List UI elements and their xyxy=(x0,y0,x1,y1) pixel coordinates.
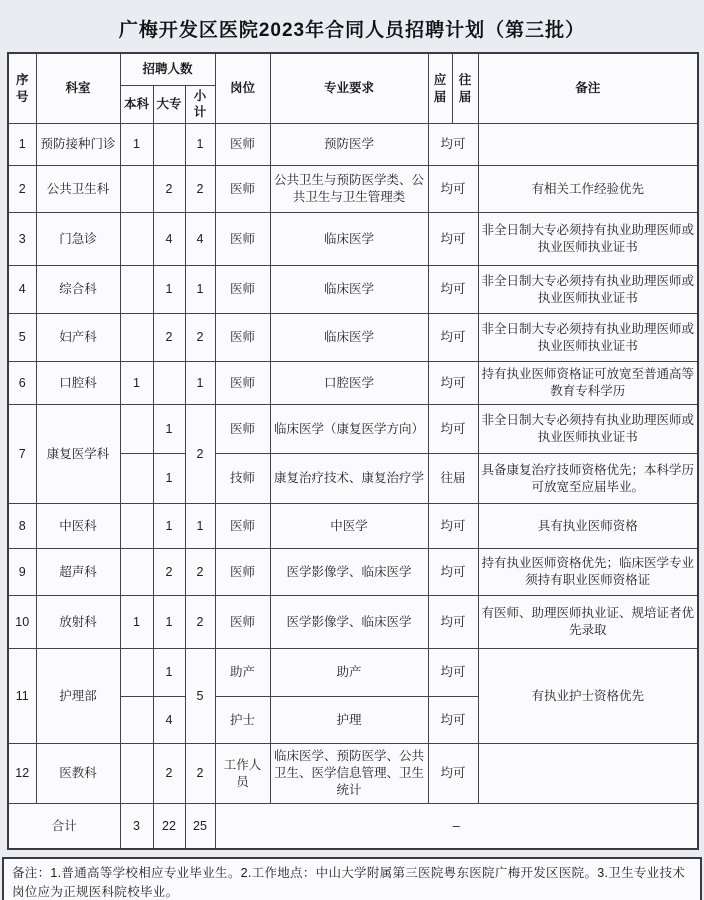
cell-remark: 有相关工作经验优先 xyxy=(478,166,698,213)
cell-benke: 1 xyxy=(120,362,153,405)
cell-dept: 中医科 xyxy=(36,504,120,549)
cell-xiaoji: 5 xyxy=(185,649,215,744)
cell-remark: 非全日制大专必须持有执业助理医师或执业医师执业证书 xyxy=(478,405,698,454)
cell-eligibility: 均可 xyxy=(428,504,478,549)
cell-dazhuan: 2 xyxy=(153,166,185,213)
cell-dept: 护理部 xyxy=(36,649,120,744)
cell-benke xyxy=(120,405,153,454)
page-title: 广梅开发区医院2023年合同人员招聘计划（第三批） xyxy=(118,20,586,41)
table-row xyxy=(8,124,698,166)
cell-eligibility: 均可 xyxy=(428,744,478,804)
cell-no: 8 xyxy=(8,504,36,549)
cell-dept: 口腔科 xyxy=(36,362,120,405)
cell-remark: 有医师、助理医师执业证、规培证者优先录取 xyxy=(478,596,698,649)
cell-dept: 妇产科 xyxy=(36,314,120,362)
cell-major: 助产 xyxy=(270,649,428,697)
cell-xiaoji: 2 xyxy=(185,166,215,213)
cell-dept: 门急诊 xyxy=(36,213,120,266)
cell-no: 4 xyxy=(8,266,36,314)
cell-major: 预防医学 xyxy=(270,124,428,166)
header-row-1 xyxy=(8,53,698,85)
cell-remark xyxy=(478,744,698,804)
cell-benke: 1 xyxy=(120,596,153,649)
cell-xiaoji: 2 xyxy=(185,405,215,504)
total-dazhuan: 22 xyxy=(153,804,185,849)
cell-post: 医师 xyxy=(215,362,270,405)
cell-eligibility: 均可 xyxy=(428,166,478,213)
header-zhuanye-yaoqiu: 专业要求 xyxy=(270,53,428,124)
table-row xyxy=(8,166,698,213)
header-dazhuan: 大专 xyxy=(153,85,185,124)
cell-dept: 综合科 xyxy=(36,266,120,314)
cell-benke xyxy=(120,697,153,744)
cell-benke xyxy=(120,649,153,697)
cell-post: 医师 xyxy=(215,166,270,213)
cell-xiaoji: 2 xyxy=(185,549,215,596)
table-row xyxy=(8,314,698,362)
total-rest: – xyxy=(215,804,698,849)
total-benke: 3 xyxy=(120,804,153,849)
cell-no: 5 xyxy=(8,314,36,362)
cell-benke xyxy=(120,504,153,549)
cell-xiaoji: 2 xyxy=(185,744,215,804)
cell-major: 临床医学、预防医学、公共卫生、医学信息管理、卫生统计 xyxy=(270,744,428,804)
cell-dazhuan: 4 xyxy=(153,213,185,266)
cell-no: 11 xyxy=(8,649,36,744)
header-xiaoji: 小计 xyxy=(185,85,215,124)
cell-dept: 预防接种门诊 xyxy=(36,124,120,166)
cell-dazhuan: 2 xyxy=(153,549,185,596)
cell-no: 9 xyxy=(8,549,36,596)
cell-no: 3 xyxy=(8,213,36,266)
cell-remark: 具有执业医师资格 xyxy=(478,504,698,549)
cell-benke: 1 xyxy=(120,124,153,166)
cell-dazhuan xyxy=(153,362,185,405)
table-row xyxy=(8,596,698,649)
cell-benke xyxy=(120,454,153,504)
recruitment-table xyxy=(7,52,699,850)
header-keshi: 科室 xyxy=(36,53,120,124)
cell-benke xyxy=(120,166,153,213)
table-row xyxy=(8,549,698,596)
cell-major: 临床医学（康复医学方向） xyxy=(270,405,428,454)
cell-post: 技师 xyxy=(215,454,270,504)
cell-dazhuan: 1 xyxy=(153,405,185,454)
cell-major: 护理 xyxy=(270,697,428,744)
cell-dazhuan: 1 xyxy=(153,266,185,314)
cell-benke xyxy=(120,744,153,804)
header-gangwei: 岗位 xyxy=(215,53,270,124)
cell-benke xyxy=(120,266,153,314)
cell-dazhuan: 1 xyxy=(153,454,185,504)
cell-no: 10 xyxy=(8,596,36,649)
cell-eligibility: 均可 xyxy=(428,549,478,596)
cell-major: 医学影像学、临床医学 xyxy=(270,549,428,596)
cell-benke xyxy=(120,314,153,362)
header-yingjie: 应届 xyxy=(428,53,452,124)
cell-post: 医师 xyxy=(215,405,270,454)
cell-post: 医师 xyxy=(215,124,270,166)
cell-post: 医师 xyxy=(215,549,270,596)
cell-dazhuan: 1 xyxy=(153,504,185,549)
cell-post: 工作人员 xyxy=(215,744,270,804)
table-row xyxy=(8,405,698,454)
cell-dazhuan xyxy=(153,124,185,166)
cell-eligibility: 均可 xyxy=(428,266,478,314)
cell-dazhuan: 2 xyxy=(153,314,185,362)
cell-benke xyxy=(120,213,153,266)
cell-benke xyxy=(120,549,153,596)
cell-post: 医师 xyxy=(215,266,270,314)
cell-major: 医学影像学、临床医学 xyxy=(270,596,428,649)
table-row xyxy=(8,744,698,804)
cell-dazhuan: 1 xyxy=(153,649,185,697)
cell-eligibility: 均可 xyxy=(428,362,478,405)
cell-major: 临床医学 xyxy=(270,314,428,362)
cell-post: 医师 xyxy=(215,596,270,649)
cell-no: 12 xyxy=(8,744,36,804)
total-row xyxy=(8,804,698,849)
table-row xyxy=(8,504,698,549)
total-xiaoji: 25 xyxy=(185,804,215,849)
table-row xyxy=(8,266,698,314)
cell-major: 中医学 xyxy=(270,504,428,549)
cell-dazhuan: 4 xyxy=(153,697,185,744)
cell-eligibility: 均可 xyxy=(428,697,478,744)
header-xuhao: 序号 xyxy=(8,53,36,124)
table-row xyxy=(8,362,698,405)
cell-eligibility: 均可 xyxy=(428,314,478,362)
cell-no: 6 xyxy=(8,362,36,405)
cell-eligibility: 均可 xyxy=(428,405,478,454)
cell-post: 助产 xyxy=(215,649,270,697)
table-row xyxy=(8,649,698,697)
cell-major: 临床医学 xyxy=(270,266,428,314)
cell-xiaoji: 4 xyxy=(185,213,215,266)
cell-dazhuan: 1 xyxy=(153,596,185,649)
cell-dept: 医教科 xyxy=(36,744,120,804)
cell-remark: 非全日制大专必须持有执业助理医师或执业医师执业证书 xyxy=(478,213,698,266)
cell-eligibility: 均可 xyxy=(428,649,478,697)
table-row xyxy=(8,213,698,266)
cell-remark xyxy=(478,124,698,166)
cell-remark: 非全日制大专必须持有执业助理医师或执业医师执业证书 xyxy=(478,266,698,314)
cell-major: 口腔医学 xyxy=(270,362,428,405)
cell-major: 公共卫生与预防医学类、公共卫生与卫生管理类 xyxy=(270,166,428,213)
cell-post: 护士 xyxy=(215,697,270,744)
cell-post: 医师 xyxy=(215,504,270,549)
header-beizhu: 备注 xyxy=(478,53,698,124)
cell-no: 7 xyxy=(8,405,36,504)
cell-eligibility: 均可 xyxy=(428,124,478,166)
cell-eligibility: 均可 xyxy=(428,213,478,266)
footnote: 备注：1.普通高等学校相应专业毕业生。2.工作地点：中山大学附属第三医院粤东医院广梅开发区医院。3.卫生专业技术岗位应为正规医科院校毕业。 xyxy=(2,857,702,900)
cell-remark: 非全日制大专必须持有执业助理医师或执业医师执业证书 xyxy=(478,314,698,362)
cell-remark: 持有执业医师资格优先；临床医学专业须持有职业医师资格证 xyxy=(478,549,698,596)
cell-remark: 持有执业医师资格证可放宽至普通高等教育专科学历 xyxy=(478,362,698,405)
cell-dept: 超声科 xyxy=(36,549,120,596)
cell-xiaoji: 1 xyxy=(185,504,215,549)
cell-eligibility: 均可 xyxy=(428,596,478,649)
cell-xiaoji: 1 xyxy=(185,124,215,166)
cell-no: 2 xyxy=(8,166,36,213)
cell-dept: 放射科 xyxy=(36,596,120,649)
cell-major: 临床医学 xyxy=(270,213,428,266)
cell-xiaoji: 1 xyxy=(185,266,215,314)
total-label: 合计 xyxy=(8,804,120,849)
cell-major: 康复治疗技术、康复治疗学 xyxy=(270,454,428,504)
cell-xiaoji: 2 xyxy=(185,596,215,649)
cell-remark: 有执业护士资格优先 xyxy=(478,649,698,744)
cell-post: 医师 xyxy=(215,314,270,362)
cell-dazhuan: 2 xyxy=(153,744,185,804)
cell-post: 医师 xyxy=(215,213,270,266)
cell-dept: 公共卫生科 xyxy=(36,166,120,213)
cell-remark: 具备康复治疗技师资格优先；本科学历可放宽至应届毕业。 xyxy=(478,454,698,504)
cell-no: 1 xyxy=(8,124,36,166)
header-wangjie: 往届 xyxy=(452,53,478,124)
cell-eligibility: 往届 xyxy=(428,454,478,504)
cell-dept: 康复医学科 xyxy=(36,405,120,504)
header-zhaopin-renshu: 招聘人数 xyxy=(120,53,215,85)
cell-xiaoji: 2 xyxy=(185,314,215,362)
cell-xiaoji: 1 xyxy=(185,362,215,405)
header-benke: 本科 xyxy=(120,85,153,124)
